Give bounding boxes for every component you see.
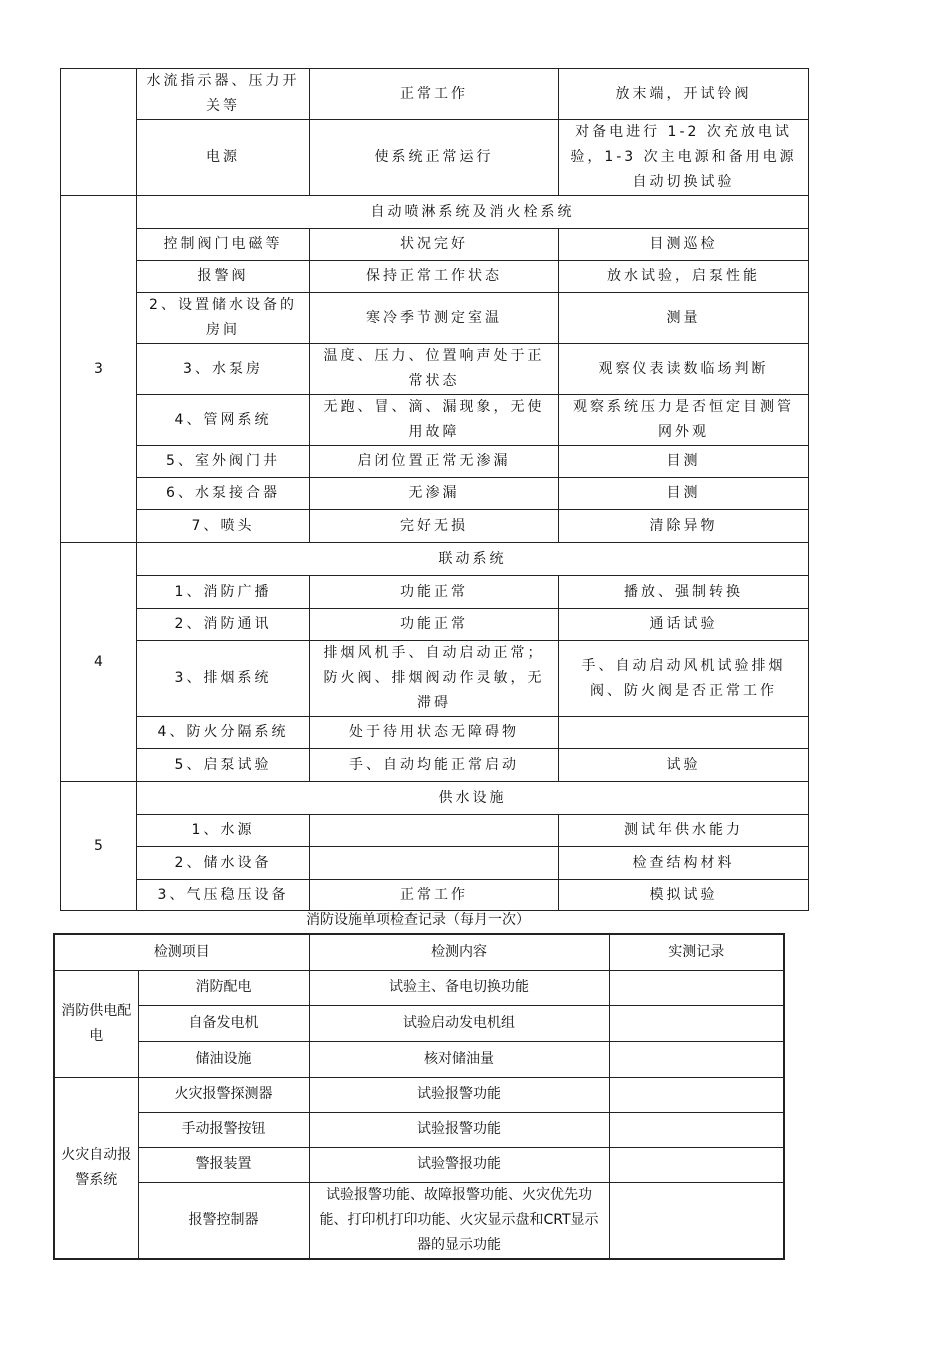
item-cell: 2、消防通讯 <box>137 609 310 641</box>
requirement-cell: 启闭位置正常无渗漏 <box>310 446 559 478</box>
group-name: 火灾自动报警系统 <box>54 1077 138 1259</box>
requirement-cell: 寒冷季节测定室温 <box>310 293 559 344</box>
table-row <box>54 1077 784 1112</box>
table-row <box>54 1005 784 1041</box>
requirement-cell: 正常工作 <box>310 880 559 911</box>
item-cell: 报警阀 <box>137 261 310 293</box>
table-row <box>61 293 809 344</box>
sub-item-cell: 手动报警按钮 <box>138 1112 309 1147</box>
item-cell: 电源 <box>137 120 310 196</box>
sub-item-cell: 报警控制器 <box>138 1182 309 1259</box>
section-title: 联动系统 <box>137 543 809 576</box>
method-cell: 检查结构材料 <box>559 847 809 880</box>
requirement-cell: 温度、压力、位置响声处于正常状态 <box>310 344 559 395</box>
method-cell: 目测 <box>559 446 809 478</box>
sub-item-cell: 警报装置 <box>138 1147 309 1182</box>
inspection-table <box>60 68 809 911</box>
table-row <box>61 880 809 911</box>
table-row <box>61 749 809 782</box>
item-cell: 控制阀门电磁等 <box>137 229 310 261</box>
content-cell: 试验报警功能 <box>309 1112 609 1147</box>
record-cell[interactable] <box>609 1147 784 1182</box>
method-cell: 观察仪表读数临场判断 <box>559 344 809 395</box>
section-number: 5 <box>61 782 137 911</box>
item-cell: 3、排烟系统 <box>137 641 310 717</box>
header-record: 实测记录 <box>609 934 784 970</box>
requirement-cell: 完好无损 <box>310 510 559 543</box>
method-cell: 通话试验 <box>559 609 809 641</box>
table-row <box>61 576 809 609</box>
record-cell[interactable] <box>609 1112 784 1147</box>
requirement-cell: 功能正常 <box>310 609 559 641</box>
table-row <box>61 609 809 641</box>
item-cell: 7、喷头 <box>137 510 310 543</box>
item-cell: 5、启泵试验 <box>137 749 310 782</box>
record-cell[interactable] <box>609 970 784 1005</box>
content-cell: 试验报警功能 <box>309 1077 609 1112</box>
requirement-cell: 状况完好 <box>310 229 559 261</box>
item-cell: 1、水源 <box>137 815 310 847</box>
item-cell: 1、消防广播 <box>137 576 310 609</box>
record-cell[interactable] <box>609 1005 784 1041</box>
group-name: 消防供电配电 <box>54 970 138 1077</box>
method-cell: 手、自动启动风机试验排烟阀、防火阀是否正常工作 <box>559 641 809 717</box>
content-cell: 试验启动发电机组 <box>309 1005 609 1041</box>
item-cell: 2、储水设备 <box>137 847 310 880</box>
section-title-row <box>61 543 809 576</box>
item-cell: 水流指示器、压力开关等 <box>137 69 310 120</box>
method-cell: 测量 <box>559 293 809 344</box>
method-cell: 放末端，开试铃阀 <box>559 69 809 120</box>
method-cell: 观察系统压力是否恒定目测管网外观 <box>559 395 809 446</box>
item-cell: 3、水泵房 <box>137 344 310 395</box>
header-content: 检测内容 <box>309 934 609 970</box>
sub-item-cell: 储油设施 <box>138 1041 309 1077</box>
method-cell: 播放、强制转换 <box>559 576 809 609</box>
requirement-cell: 使系统正常运行 <box>310 120 559 196</box>
method-cell: 目测 <box>559 478 809 510</box>
table-row <box>61 120 809 196</box>
table-row <box>61 641 809 717</box>
monthly-record-table <box>53 933 785 1260</box>
content-cell: 试验报警功能、故障报警功能、火灾优先功能、打印机打印功能、火灾显示盘和CRT显示器的显示功能 <box>309 1182 609 1259</box>
record-table-caption: 消防设施单项检查记录（每月一次） <box>306 912 530 928</box>
table-row <box>61 446 809 478</box>
requirement-cell: 正常工作 <box>310 69 559 120</box>
table-row <box>61 478 809 510</box>
table-row <box>61 510 809 543</box>
sub-item-cell: 消防配电 <box>138 970 309 1005</box>
item-cell: 6、水泵接合器 <box>137 478 310 510</box>
content-cell: 试验警报功能 <box>309 1147 609 1182</box>
table-row <box>61 229 809 261</box>
method-cell: 模拟试验 <box>559 880 809 911</box>
table-row <box>54 1182 784 1259</box>
requirement-cell: 手、自动均能正常启动 <box>310 749 559 782</box>
method-cell: 目测巡检 <box>559 229 809 261</box>
content-cell: 试验主、备电切换功能 <box>309 970 609 1005</box>
requirement-cell: 处于待用状态无障碍物 <box>310 717 559 749</box>
table-row <box>61 261 809 293</box>
record-cell[interactable] <box>609 1041 784 1077</box>
section-title-row <box>61 782 809 815</box>
method-cell: 放水试验，启泵性能 <box>559 261 809 293</box>
requirement-cell: 功能正常 <box>310 576 559 609</box>
method-cell: 对备电进行 1-2 次充放电试验，1-3 次主电源和备用电源自动切换试验 <box>559 120 809 196</box>
section-title: 自动喷淋系统及消火栓系统 <box>137 196 809 229</box>
table-row <box>61 847 809 880</box>
header-row <box>54 934 784 970</box>
section-number-cell <box>61 69 137 196</box>
table-row <box>61 344 809 395</box>
item-cell: 4、管网系统 <box>137 395 310 446</box>
table-row <box>54 1147 784 1182</box>
table-row <box>61 69 809 120</box>
item-cell: 2、设置储水设备的房间 <box>137 293 310 344</box>
requirement-cell: 保持正常工作状态 <box>310 261 559 293</box>
method-cell: 清除异物 <box>559 510 809 543</box>
requirement-cell: 排烟风机手、自动启动正常；防火阀、排烟阀动作灵敏，无滞碍 <box>310 641 559 717</box>
content-cell: 核对储油量 <box>309 1041 609 1077</box>
record-cell[interactable] <box>609 1077 784 1112</box>
table-row <box>61 395 809 446</box>
requirement-cell <box>310 847 559 880</box>
section-number: 4 <box>61 543 137 782</box>
section-title: 供水设施 <box>137 782 809 815</box>
section-number: 3 <box>61 196 137 543</box>
requirement-cell: 无跑、冒、滴、漏现象，无使用故障 <box>310 395 559 446</box>
item-cell: 4、防火分隔系统 <box>137 717 310 749</box>
table-row <box>61 717 809 749</box>
header-item: 检测项目 <box>54 934 309 970</box>
sub-item-cell: 自备发电机 <box>138 1005 309 1041</box>
requirement-cell: 无渗漏 <box>310 478 559 510</box>
method-cell: 测试年供水能力 <box>559 815 809 847</box>
table-row <box>54 1041 784 1077</box>
method-cell <box>559 717 809 749</box>
item-cell: 3、气压稳压设备 <box>137 880 310 911</box>
sub-item-cell: 火灾报警探测器 <box>138 1077 309 1112</box>
table-row <box>54 970 784 1005</box>
section-title-row <box>61 196 809 229</box>
method-cell: 试验 <box>559 749 809 782</box>
item-cell: 5、室外阀门井 <box>137 446 310 478</box>
table-row <box>61 815 809 847</box>
record-cell[interactable] <box>609 1182 784 1259</box>
table-row <box>54 1112 784 1147</box>
requirement-cell <box>310 815 559 847</box>
